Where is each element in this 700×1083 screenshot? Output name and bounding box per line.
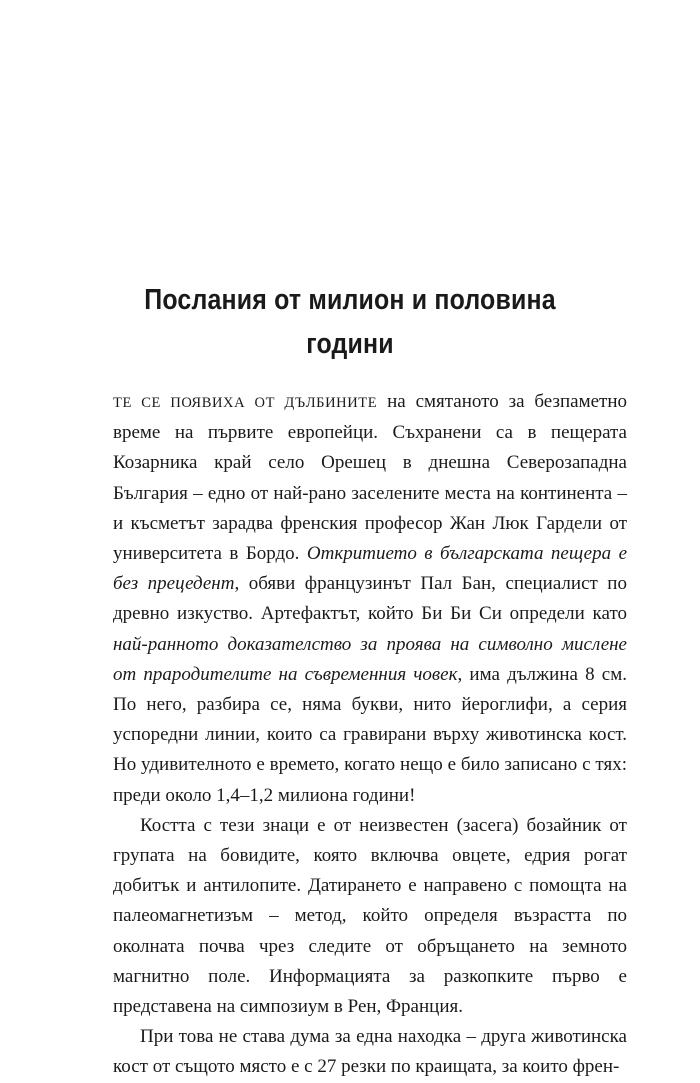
paragraph-2: Костта с тези знаци е от неизвестен (засега) бозайник от групата на бовидите, която включва овцете, едрия рогат добитък и антилопите. Датирането е направено с помощта на палеомагнетизъм – метод, който определя възрастта по околната почва чрез следите от обръщането на земното магнитно поле. Информацията за разкопките първо е представена на симпозиум в Рен, Франция. <box>113 814 627 1018</box>
paragraph-1-text-1: на смятаното за безпаметно време на първите европейци. Съхранени са в пещерата Козарника край село Орешец в днешна Северозападна България – едно от най-рано заселените места на континента – и късметът зарадва френския професор Жан Люк Гардели от университета в Бордо. <box>113 391 628 565</box>
paragraph-1-text-3: , има дължина 8 см. По него, разбира се, няма букви, нито йероглифи, а серия успоредни линии, които са гравирани върху животинска кост. Но удивителното е времето, когато нещо е било записано с тях: преди около 1,4–1,2 милиона години! <box>113 663 627 806</box>
paragraph-lead-in: ТЕ СЕ ПОЯВИХА ОТ ДЪЛБИНИТЕ <box>113 395 378 411</box>
chapter-body <box>113 387 627 1083</box>
paragraph-1 <box>113 387 627 811</box>
chapter-title-line-2: години <box>306 328 394 360</box>
paragraph-1-italic-quote: Откритието в българската пещера е без прецедент <box>113 543 628 595</box>
paragraph-1-text-2: , обяви французинът Пал Бан, специалист по древно изкуство. Артефактът, който Би Би Си определи като <box>113 573 627 625</box>
paragraph-1-italic-phrase: най-ранното доказателство за проява на символно мислене от прародителите на съвременния човек <box>113 633 627 685</box>
chapter-title <box>101 278 600 366</box>
paragraph-3: При това не става дума за една находка – друга животинска кост от същото място е с 27 резки по краищата, за които френ- <box>113 1026 627 1078</box>
chapter-title-line-1: Послания от милион и половина <box>144 284 556 316</box>
